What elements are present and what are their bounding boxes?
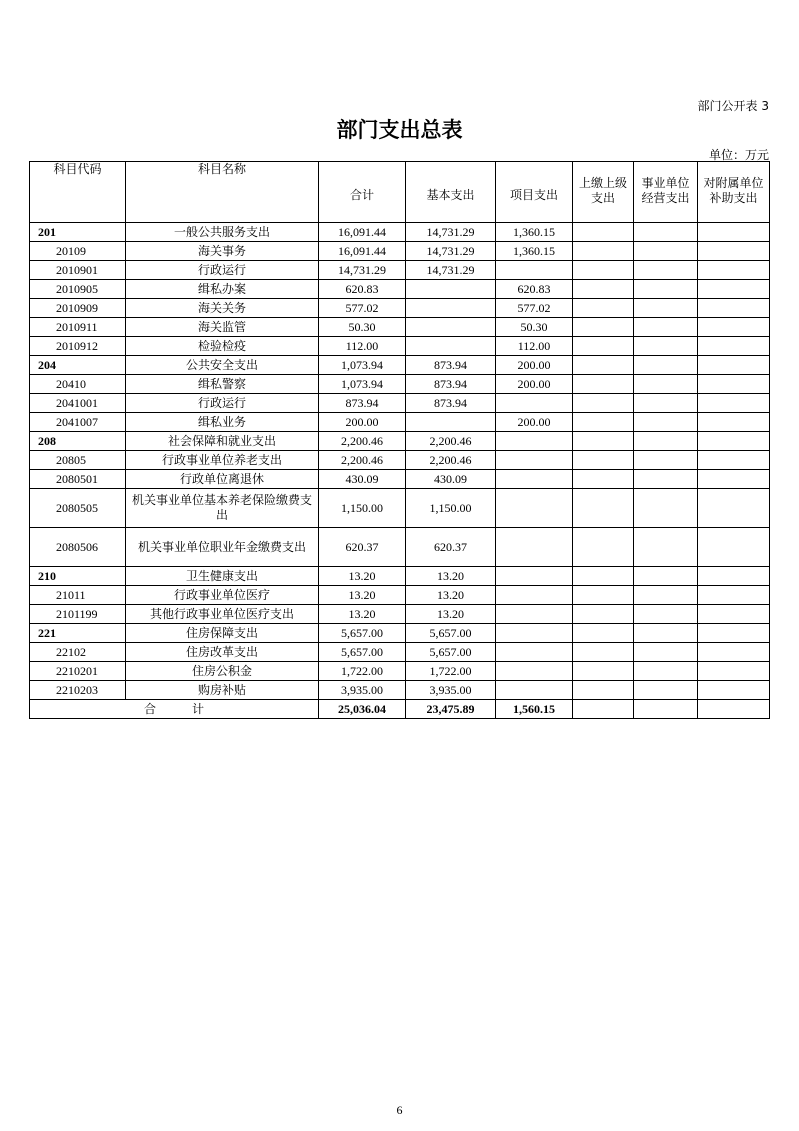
cell-name: 行政事业单位医疗 bbox=[126, 586, 319, 605]
cell-code: 210 bbox=[30, 567, 126, 586]
total-row bbox=[30, 700, 770, 719]
cell-subsidy bbox=[698, 223, 770, 242]
cell-upper bbox=[573, 261, 634, 280]
cell-name: 卫生健康支出 bbox=[126, 567, 319, 586]
page-title: 部门支出总表 bbox=[336, 118, 463, 142]
table-row bbox=[30, 394, 770, 413]
cell-total: 430.09 bbox=[319, 470, 406, 489]
cell-project bbox=[496, 394, 573, 413]
cell-code: 2210201 bbox=[30, 662, 126, 681]
cell-name: 行政单位离退休 bbox=[126, 470, 319, 489]
cell-total: 5,657.00 bbox=[319, 643, 406, 662]
expenditure-table bbox=[29, 161, 770, 719]
cell-total: 3,935.00 bbox=[319, 681, 406, 700]
cell-project bbox=[496, 261, 573, 280]
total-sum: 25,036.04 bbox=[319, 700, 406, 719]
cell-total: 1,073.94 bbox=[319, 356, 406, 375]
cell-total: 2,200.46 bbox=[319, 432, 406, 451]
table-row bbox=[30, 586, 770, 605]
cell-total: 577.02 bbox=[319, 299, 406, 318]
total-label: 合 计 bbox=[30, 700, 319, 719]
cell-business bbox=[634, 261, 698, 280]
cell-basic bbox=[406, 318, 496, 337]
table-row bbox=[30, 624, 770, 643]
cell-code: 2041007 bbox=[30, 413, 126, 432]
cell-code: 2210203 bbox=[30, 681, 126, 700]
cell-business bbox=[634, 299, 698, 318]
table-row bbox=[30, 261, 770, 280]
cell-name: 海关事务 bbox=[126, 242, 319, 261]
cell-business bbox=[634, 451, 698, 470]
cell-upper bbox=[573, 586, 634, 605]
cell-upper bbox=[573, 280, 634, 299]
cell-code: 2010905 bbox=[30, 280, 126, 299]
cell-subsidy bbox=[698, 451, 770, 470]
form-reference: 部门公开表 3 bbox=[697, 99, 769, 113]
cell-upper bbox=[573, 375, 634, 394]
cell-name: 海关监管 bbox=[126, 318, 319, 337]
cell-project bbox=[496, 451, 573, 470]
cell-subsidy bbox=[698, 242, 770, 261]
cell-total: 13.20 bbox=[319, 605, 406, 624]
cell-name: 缉私业务 bbox=[126, 413, 319, 432]
total-business bbox=[634, 700, 698, 719]
cell-project: 577.02 bbox=[496, 299, 573, 318]
cell-business bbox=[634, 528, 698, 567]
cell-project bbox=[496, 528, 573, 567]
cell-name: 机关事业单位基本养老保险缴费支出 bbox=[126, 489, 319, 528]
cell-subsidy bbox=[698, 567, 770, 586]
cell-subsidy bbox=[698, 394, 770, 413]
cell-business bbox=[634, 375, 698, 394]
col-header-code: 科目代码 bbox=[30, 162, 126, 223]
cell-upper bbox=[573, 489, 634, 528]
cell-business bbox=[634, 242, 698, 261]
cell-upper bbox=[573, 662, 634, 681]
table-row bbox=[30, 413, 770, 432]
cell-project: 200.00 bbox=[496, 356, 573, 375]
cell-project bbox=[496, 605, 573, 624]
cell-total: 620.37 bbox=[319, 528, 406, 567]
cell-project bbox=[496, 662, 573, 681]
col-header-name: 科目名称 bbox=[126, 162, 319, 223]
cell-basic: 620.37 bbox=[406, 528, 496, 567]
cell-total: 14,731.29 bbox=[319, 261, 406, 280]
col-header-business: 事业单位经营支出 bbox=[634, 162, 698, 223]
cell-basic: 2,200.46 bbox=[406, 451, 496, 470]
cell-code: 2101199 bbox=[30, 605, 126, 624]
cell-subsidy bbox=[698, 681, 770, 700]
cell-business bbox=[634, 643, 698, 662]
cell-basic: 2,200.46 bbox=[406, 432, 496, 451]
col-header-basic: 基本支出 bbox=[406, 162, 496, 223]
table-row bbox=[30, 299, 770, 318]
cell-code: 2041001 bbox=[30, 394, 126, 413]
cell-code: 201 bbox=[30, 223, 126, 242]
unit-label: 单位：万元 bbox=[708, 148, 769, 162]
cell-upper bbox=[573, 605, 634, 624]
cell-basic: 873.94 bbox=[406, 356, 496, 375]
cell-basic: 873.94 bbox=[406, 375, 496, 394]
table-row bbox=[30, 337, 770, 356]
cell-project: 1,360.15 bbox=[496, 223, 573, 242]
cell-basic bbox=[406, 299, 496, 318]
cell-name: 住房公积金 bbox=[126, 662, 319, 681]
cell-basic: 14,731.29 bbox=[406, 223, 496, 242]
cell-upper bbox=[573, 643, 634, 662]
cell-business bbox=[634, 280, 698, 299]
cell-code: 2080506 bbox=[30, 528, 126, 567]
cell-upper bbox=[573, 681, 634, 700]
cell-code: 2080505 bbox=[30, 489, 126, 528]
cell-subsidy bbox=[698, 280, 770, 299]
table-row bbox=[30, 242, 770, 261]
cell-project: 50.30 bbox=[496, 318, 573, 337]
cell-code: 2010901 bbox=[30, 261, 126, 280]
cell-basic: 3,935.00 bbox=[406, 681, 496, 700]
cell-upper bbox=[573, 413, 634, 432]
cell-basic: 5,657.00 bbox=[406, 624, 496, 643]
cell-basic: 873.94 bbox=[406, 394, 496, 413]
cell-subsidy bbox=[698, 337, 770, 356]
cell-upper bbox=[573, 318, 634, 337]
table-row bbox=[30, 356, 770, 375]
cell-name: 缉私警察 bbox=[126, 375, 319, 394]
cell-total: 620.83 bbox=[319, 280, 406, 299]
cell-basic bbox=[406, 337, 496, 356]
cell-code: 2080501 bbox=[30, 470, 126, 489]
cell-subsidy bbox=[698, 586, 770, 605]
total-upper bbox=[573, 700, 634, 719]
cell-upper bbox=[573, 470, 634, 489]
cell-name: 住房改革支出 bbox=[126, 643, 319, 662]
cell-total: 1,073.94 bbox=[319, 375, 406, 394]
cell-name: 公共安全支出 bbox=[126, 356, 319, 375]
cell-business bbox=[634, 356, 698, 375]
table-row bbox=[30, 662, 770, 681]
cell-project: 620.83 bbox=[496, 280, 573, 299]
table-row bbox=[30, 432, 770, 451]
cell-business bbox=[634, 223, 698, 242]
cell-project bbox=[496, 586, 573, 605]
cell-project: 200.00 bbox=[496, 375, 573, 394]
cell-basic: 13.20 bbox=[406, 586, 496, 605]
cell-subsidy bbox=[698, 662, 770, 681]
cell-total: 200.00 bbox=[319, 413, 406, 432]
cell-project: 200.00 bbox=[496, 413, 573, 432]
cell-name: 缉私办案 bbox=[126, 280, 319, 299]
col-header-project: 项目支出 bbox=[496, 162, 573, 223]
cell-upper bbox=[573, 356, 634, 375]
table-row bbox=[30, 567, 770, 586]
cell-upper bbox=[573, 394, 634, 413]
table-row bbox=[30, 280, 770, 299]
cell-business bbox=[634, 567, 698, 586]
cell-business bbox=[634, 413, 698, 432]
table-row bbox=[30, 451, 770, 470]
col-header-subsidy: 对附属单位补助支出 bbox=[698, 162, 770, 223]
total-subsidy bbox=[698, 700, 770, 719]
table-row bbox=[30, 528, 770, 567]
cell-total: 16,091.44 bbox=[319, 242, 406, 261]
cell-name: 检验检疫 bbox=[126, 337, 319, 356]
cell-business bbox=[634, 586, 698, 605]
cell-upper bbox=[573, 528, 634, 567]
cell-name: 其他行政事业单位医疗支出 bbox=[126, 605, 319, 624]
cell-total: 112.00 bbox=[319, 337, 406, 356]
cell-project bbox=[496, 470, 573, 489]
cell-code: 21011 bbox=[30, 586, 126, 605]
cell-project: 1,360.15 bbox=[496, 242, 573, 261]
table-header-row bbox=[30, 162, 770, 223]
table-body bbox=[30, 223, 770, 700]
cell-business bbox=[634, 681, 698, 700]
cell-business bbox=[634, 605, 698, 624]
cell-upper bbox=[573, 624, 634, 643]
cell-project bbox=[496, 643, 573, 662]
cell-code: 2010911 bbox=[30, 318, 126, 337]
total-basic: 23,475.89 bbox=[406, 700, 496, 719]
cell-total: 1,150.00 bbox=[319, 489, 406, 528]
cell-subsidy bbox=[698, 624, 770, 643]
cell-name: 社会保障和就业支出 bbox=[126, 432, 319, 451]
cell-basic: 1,722.00 bbox=[406, 662, 496, 681]
cell-project bbox=[496, 489, 573, 528]
cell-name: 海关关务 bbox=[126, 299, 319, 318]
cell-total: 873.94 bbox=[319, 394, 406, 413]
col-header-total: 合计 bbox=[319, 162, 406, 223]
cell-name: 行政运行 bbox=[126, 394, 319, 413]
cell-upper bbox=[573, 451, 634, 470]
table-row bbox=[30, 605, 770, 624]
cell-basic bbox=[406, 280, 496, 299]
cell-business bbox=[634, 432, 698, 451]
cell-code: 221 bbox=[30, 624, 126, 643]
table-row bbox=[30, 643, 770, 662]
cell-upper bbox=[573, 242, 634, 261]
cell-basic: 13.20 bbox=[406, 605, 496, 624]
table-row bbox=[30, 681, 770, 700]
cell-name: 购房补贴 bbox=[126, 681, 319, 700]
cell-code: 2010909 bbox=[30, 299, 126, 318]
cell-subsidy bbox=[698, 299, 770, 318]
total-project: 1,560.15 bbox=[496, 700, 573, 719]
cell-business bbox=[634, 394, 698, 413]
cell-business bbox=[634, 489, 698, 528]
cell-code: 22102 bbox=[30, 643, 126, 662]
table-row bbox=[30, 375, 770, 394]
cell-upper bbox=[573, 337, 634, 356]
table-row bbox=[30, 470, 770, 489]
cell-subsidy bbox=[698, 356, 770, 375]
cell-subsidy bbox=[698, 489, 770, 528]
cell-name: 行政事业单位养老支出 bbox=[126, 451, 319, 470]
cell-name: 行政运行 bbox=[126, 261, 319, 280]
cell-basic: 430.09 bbox=[406, 470, 496, 489]
table-row bbox=[30, 223, 770, 242]
cell-subsidy bbox=[698, 261, 770, 280]
cell-project: 112.00 bbox=[496, 337, 573, 356]
cell-business bbox=[634, 470, 698, 489]
cell-upper bbox=[573, 567, 634, 586]
cell-subsidy bbox=[698, 432, 770, 451]
cell-subsidy bbox=[698, 318, 770, 337]
cell-basic bbox=[406, 413, 496, 432]
cell-code: 208 bbox=[30, 432, 126, 451]
cell-name: 机关事业单位职业年金缴费支出 bbox=[126, 528, 319, 567]
cell-name: 住房保障支出 bbox=[126, 624, 319, 643]
cell-total: 13.20 bbox=[319, 586, 406, 605]
table-row bbox=[30, 318, 770, 337]
cell-subsidy bbox=[698, 470, 770, 489]
cell-business bbox=[634, 337, 698, 356]
cell-project bbox=[496, 624, 573, 643]
cell-business bbox=[634, 318, 698, 337]
cell-code: 20109 bbox=[30, 242, 126, 261]
cell-basic: 14,731.29 bbox=[406, 261, 496, 280]
cell-business bbox=[634, 662, 698, 681]
cell-code: 20805 bbox=[30, 451, 126, 470]
cell-name: 一般公共服务支出 bbox=[126, 223, 319, 242]
cell-basic: 1,150.00 bbox=[406, 489, 496, 528]
cell-business bbox=[634, 624, 698, 643]
table-row bbox=[30, 489, 770, 528]
cell-code: 204 bbox=[30, 356, 126, 375]
cell-subsidy bbox=[698, 643, 770, 662]
cell-total: 5,657.00 bbox=[319, 624, 406, 643]
cell-subsidy bbox=[698, 605, 770, 624]
cell-total: 16,091.44 bbox=[319, 223, 406, 242]
cell-subsidy bbox=[698, 528, 770, 567]
cell-total: 13.20 bbox=[319, 567, 406, 586]
col-header-upper: 上缴上级支出 bbox=[573, 162, 634, 223]
cell-basic: 14,731.29 bbox=[406, 242, 496, 261]
cell-upper bbox=[573, 432, 634, 451]
cell-subsidy bbox=[698, 413, 770, 432]
cell-basic: 13.20 bbox=[406, 567, 496, 586]
cell-project bbox=[496, 681, 573, 700]
cell-total: 50.30 bbox=[319, 318, 406, 337]
cell-total: 2,200.46 bbox=[319, 451, 406, 470]
cell-upper bbox=[573, 223, 634, 242]
cell-code: 20410 bbox=[30, 375, 126, 394]
cell-upper bbox=[573, 299, 634, 318]
cell-basic: 5,657.00 bbox=[406, 643, 496, 662]
cell-project bbox=[496, 432, 573, 451]
cell-total: 1,722.00 bbox=[319, 662, 406, 681]
cell-subsidy bbox=[698, 375, 770, 394]
page-number: 6 bbox=[396, 1103, 403, 1117]
cell-project bbox=[496, 567, 573, 586]
cell-code: 2010912 bbox=[30, 337, 126, 356]
